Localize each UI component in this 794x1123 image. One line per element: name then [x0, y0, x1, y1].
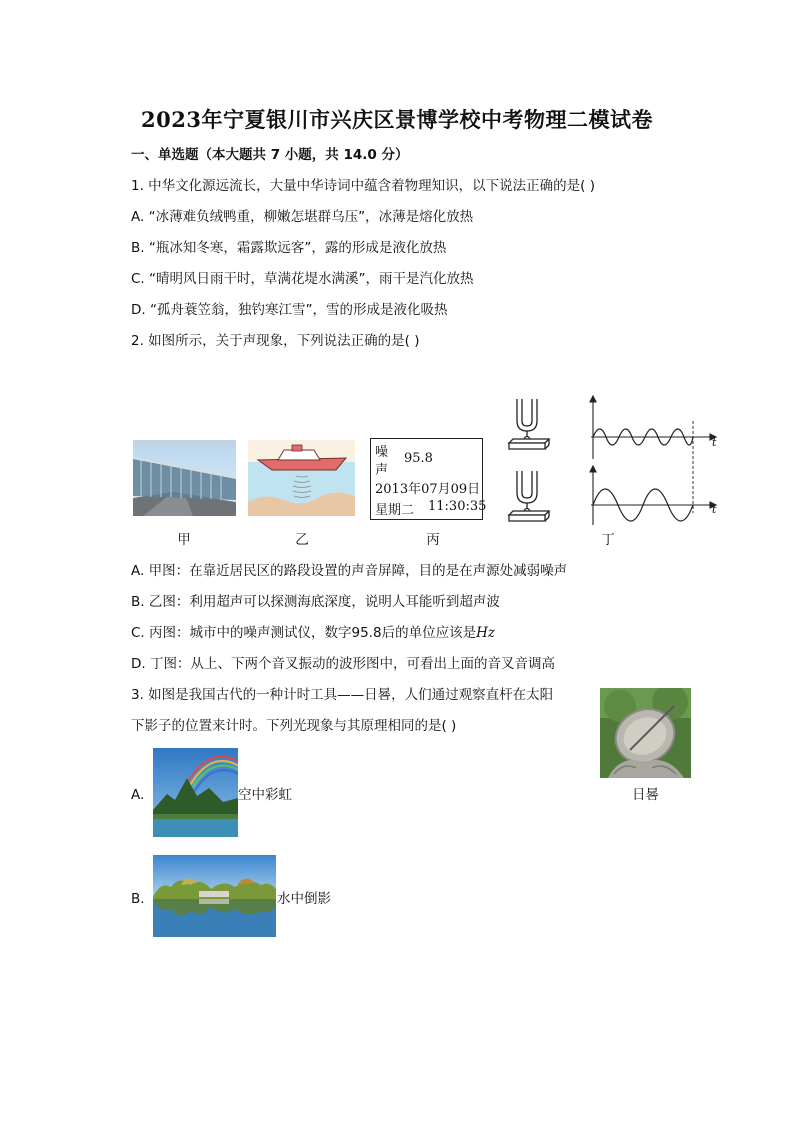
- upper-axis-t-label: t: [712, 436, 717, 449]
- meter-char-2: 声: [375, 463, 389, 478]
- q2-option-b[interactable]: B. 乙图：利用超声可以探测海底深度，说明人耳能听到超声波: [131, 594, 500, 610]
- q3-option-a-text[interactable]: 空中彩虹: [238, 787, 292, 803]
- sound-barrier-photo: [133, 440, 236, 516]
- q3-option-a-letter[interactable]: A.: [131, 787, 145, 803]
- section-heading: 一、单选题（本大题共 7 小题，共 14.0 分）: [131, 147, 409, 163]
- meter-date: 2013年07月09日: [375, 482, 481, 497]
- q2-option-c-text: C. 丙图：城市中的噪声测试仪，数字95.8后的单位应该是: [131, 625, 477, 641]
- figure-label-ding: 丁: [601, 532, 615, 548]
- noise-meter-display: [370, 438, 487, 520]
- meter-weekday: 星期二: [375, 503, 415, 518]
- q1-option-b[interactable]: B. “瓶冰知冬寒，霜露欺远客”，露的形成是液化放热: [131, 240, 447, 256]
- q2-stem: 2. 如图所示，关于声现象，下列说法正确的是( ): [131, 333, 420, 349]
- q3-stem-line1: 3. 如图是我国古代的一种计时工具——日晷，人们通过观察直杆在太阳: [131, 687, 554, 703]
- q2-option-d[interactable]: D. 丁图：从上、下两个音叉振动的波形图中，可看出上面的音叉音调高: [131, 656, 555, 672]
- q1-stem: 1. 中华文化源远流长，大量中华诗词中蕴含着物理知识，以下说法正确的是( ): [131, 178, 595, 194]
- q3-stem-line2: 下影子的位置来计时。下列光现象与其原理相同的是( ): [131, 718, 457, 734]
- upper-tuning-fork-icon: [509, 399, 549, 449]
- sundial-caption: 日晷: [632, 787, 659, 803]
- q3-option-b-letter[interactable]: B.: [131, 891, 145, 907]
- ship-sonar-illustration: [248, 440, 355, 516]
- rainbow-photo[interactable]: [153, 748, 238, 837]
- figure-label-bing: 丙: [426, 532, 440, 548]
- q2-option-c[interactable]: [131, 624, 495, 642]
- q2-unit-hz: Hz: [476, 625, 495, 641]
- page-title: 2023年宁夏银川市兴庆区景博学校中考物理二模试卷: [141, 107, 653, 132]
- sundial-photo: [600, 688, 691, 778]
- meter-char-1: 噪: [375, 445, 389, 460]
- q1-option-c[interactable]: C. “晴明风日雨干时，草满花堤水满溪”，雨干是汽化放热: [131, 271, 474, 287]
- lower-axis-t-label: t: [712, 503, 717, 516]
- q1-option-a[interactable]: A. “冰薄难负绒鸭重，柳嫩怎堪群乌压”，冰薄是熔化放热: [131, 209, 474, 225]
- lower-tuning-fork-icon: [509, 471, 549, 521]
- meter-time: 11:30:35: [428, 499, 487, 514]
- q1-option-d[interactable]: D. “孤舟蓑笠翁，独钓寒江雪”，雪的形成是液化吸热: [131, 302, 448, 318]
- tuning-fork-waveforms: [505, 395, 735, 535]
- water-reflection-photo[interactable]: [153, 855, 276, 937]
- meter-reading: 95.8: [404, 451, 433, 466]
- figure-label-yi: 乙: [295, 532, 309, 548]
- figure-label-jia: 甲: [177, 532, 191, 548]
- q3-option-b-text[interactable]: 水中倒影: [277, 891, 331, 907]
- q2-option-a[interactable]: A. 甲图：在靠近居民区的路段设置的声音屏障，目的是在声源处减弱噪声: [131, 563, 568, 579]
